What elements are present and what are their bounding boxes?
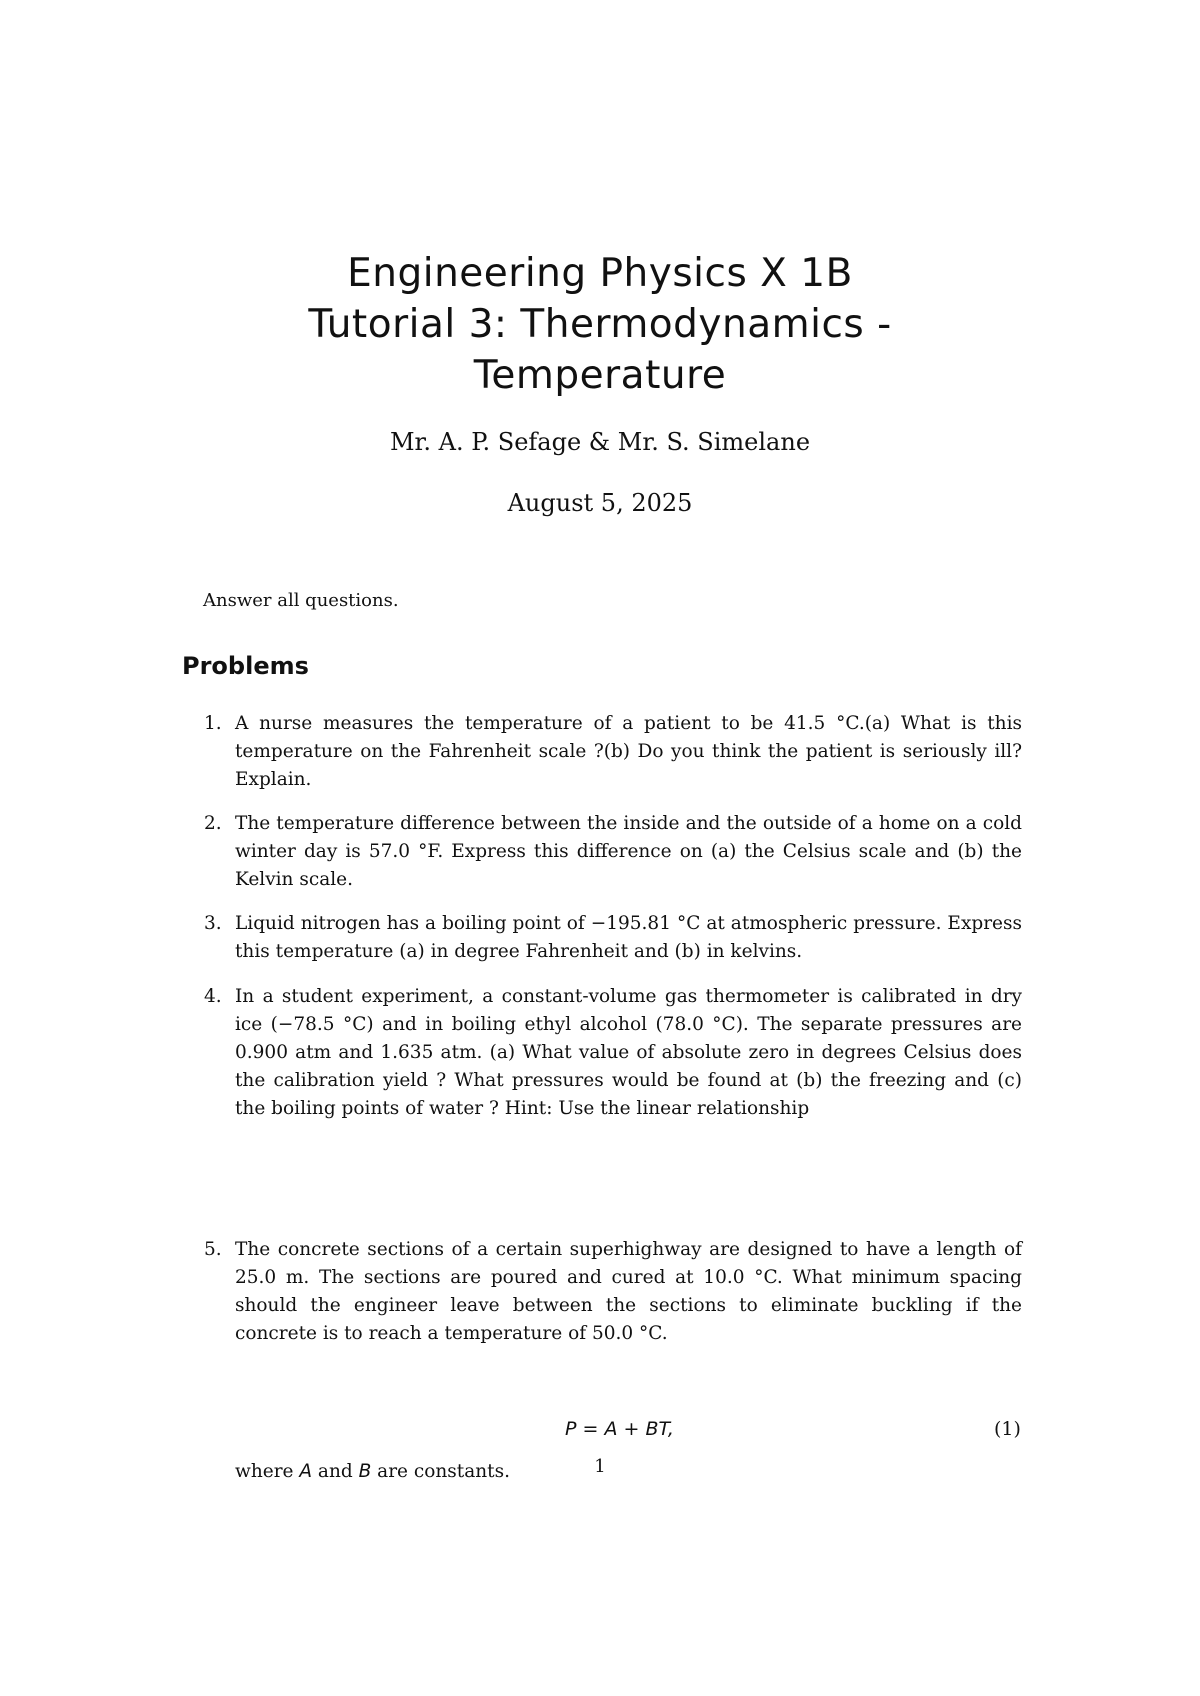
variable-b: B xyxy=(358,1461,372,1482)
problem-text: The temperature difference between the inside and the outside of a home on a cold winter day is 57.0 °F. Express this difference on (a) the Celsius scale and (b) the Kelvin scale. xyxy=(235,813,1022,890)
equation xyxy=(0,1418,1200,1448)
title-line-1: Engineering Physics X 1B xyxy=(347,251,853,296)
problem-number: 1. xyxy=(204,713,222,734)
where-prefix: where xyxy=(235,1461,300,1482)
problem-text: The concrete sections of a certain superhighway are designed to have a length of 25.0 m. The sections are poured and cured at 10.0 °C. What minimum spacing should the engineer leave between the sections to eliminate buckling if the concrete is to reach a temperature of 50.0 °C. xyxy=(235,1239,1022,1344)
instructions: Answer all questions. xyxy=(203,590,399,611)
equation-number: (1) xyxy=(994,1418,1021,1440)
date: August 5, 2025 xyxy=(507,489,693,517)
page-number: 1 xyxy=(594,1456,606,1477)
problem-number: 3. xyxy=(204,913,222,934)
title-line-2: Tutorial 3: Thermodynamics - xyxy=(308,302,892,347)
problem-number: 5. xyxy=(204,1239,222,1260)
title-line-3: Temperature xyxy=(473,353,727,398)
problem-text: A nurse measures the temperature of a patient to be 41.5 °C.(a) What is this temperature on the Fahrenheit scale ?(b) Do you think the patient is seriously ill? Explain. xyxy=(235,713,1022,790)
where-suffix: are constants. xyxy=(371,1461,510,1482)
problem-number: 2. xyxy=(204,813,222,834)
section-heading-problems: Problems xyxy=(182,652,309,680)
where-and: and xyxy=(312,1461,359,1482)
problem-number: 4. xyxy=(204,986,222,1007)
equation-body: P = A + BT, xyxy=(565,1418,674,1440)
problem-text: In a student experiment, a constant-volume gas thermometer is calibrated in dry ice (−78.5 °C) and in boiling ethyl alcohol (78.0 °C). The separate pressures are 0.900 atm and 1.635 atm. (a) What value of absolute zero in degrees Celsius does the calibration yield ? What pressures would be found at (b) the freezing and (c) the boiling points of water ? Hint: Use the linear relationship xyxy=(235,986,1022,1119)
variable-a: A xyxy=(299,1461,313,1482)
authors: Mr. A. P. Sefage & Mr. S. Simelane xyxy=(389,428,811,456)
problem-text: Liquid nitrogen has a boiling point of −195.81 °C at atmospheric pressure. Express this temperature (a) in degree Fahrenheit and (b) in kelvins. xyxy=(235,913,1022,962)
document-title xyxy=(0,248,1200,401)
